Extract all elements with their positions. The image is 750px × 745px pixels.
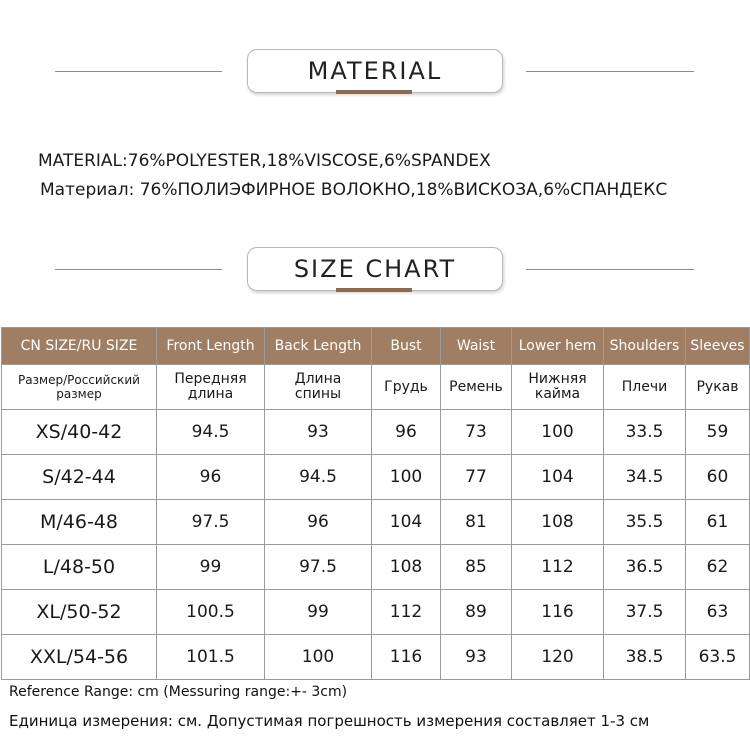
column-header-ru-line: Размер/Российский — [18, 373, 140, 387]
size-label-cell: S/42-44 — [2, 455, 157, 500]
column-header-ru — [512, 365, 604, 410]
measurement-cell: 108 — [512, 500, 604, 545]
column-header-ru — [2, 365, 157, 410]
measurement-cell: 100 — [265, 635, 372, 680]
measurement-cell: 89 — [441, 590, 512, 635]
measurement-cell: 96 — [157, 455, 265, 500]
measurement-cell: 93 — [265, 410, 372, 455]
measurement-cell: 34.5 — [604, 455, 686, 500]
measurement-cell: 100 — [372, 455, 441, 500]
measurement-cell: 100 — [512, 410, 604, 455]
column-header-ru-line: Длина — [294, 371, 342, 387]
column-header-ru — [157, 365, 265, 410]
reference-range-note: Reference Range: cm (Messuring range:+- 3cm) — [9, 684, 348, 700]
measurement-cell: 96 — [265, 500, 372, 545]
title-accent-bar — [336, 288, 412, 292]
measurement-cell: 38.5 — [604, 635, 686, 680]
measurement-cell: 60 — [686, 455, 750, 500]
size-label-cell: L/48-50 — [2, 545, 157, 590]
table-row — [2, 590, 750, 635]
size-chart-section-header — [0, 247, 750, 295]
table-row — [2, 500, 750, 545]
measurement-cell: 116 — [512, 590, 604, 635]
header-rule-right — [526, 71, 694, 72]
measurement-cell: 59 — [686, 410, 750, 455]
measurement-cell: 85 — [441, 545, 512, 590]
table-row — [2, 455, 750, 500]
size-label-cell: XL/50-52 — [2, 590, 157, 635]
column-header-ru-line: Ремень — [449, 378, 503, 395]
measurement-cell: 104 — [372, 500, 441, 545]
table-row — [2, 410, 750, 455]
measurement-cell: 108 — [372, 545, 441, 590]
measurement-cell: 96 — [372, 410, 441, 455]
header-rule-right — [526, 269, 694, 270]
title-accent-bar — [336, 90, 412, 94]
column-header-ru-line: длина — [187, 386, 234, 402]
header-rule-left — [55, 71, 222, 72]
column-header-en: Bust — [372, 328, 441, 365]
column-header-ru — [441, 365, 512, 410]
column-header-ru — [372, 365, 441, 410]
material-title: MATERIAL — [247, 49, 503, 93]
measurement-cell: 93 — [441, 635, 512, 680]
measurement-cell: 100.5 — [157, 590, 265, 635]
column-header-ru-line: Плечи — [621, 378, 668, 395]
measurement-cell: 77 — [441, 455, 512, 500]
column-header-ru — [686, 365, 750, 410]
column-header-ru-line: Нижняя — [528, 371, 587, 387]
header-rule-left — [55, 269, 222, 270]
size-label-cell: M/46-48 — [2, 500, 157, 545]
measurement-cell: 81 — [441, 500, 512, 545]
measurement-cell: 73 — [441, 410, 512, 455]
column-header-en: Waist — [441, 328, 512, 365]
size-label-cell: XXL/54-56 — [2, 635, 157, 680]
size-label-cell: XS/40-42 — [2, 410, 157, 455]
measurement-cell: 63 — [686, 590, 750, 635]
measurement-cell: 63.5 — [686, 635, 750, 680]
column-header-en: Front Length — [157, 328, 265, 365]
column-header-ru-line: кайма — [534, 386, 581, 402]
measurement-cell: 61 — [686, 500, 750, 545]
column-header-en: Shoulders — [604, 328, 686, 365]
measurement-cell: 62 — [686, 545, 750, 590]
measurement-cell: 120 — [512, 635, 604, 680]
measurement-cell: 112 — [372, 590, 441, 635]
size-chart-table — [1, 327, 750, 680]
size-chart-title: SIZE CHART — [247, 247, 503, 291]
measurement-cell: 36.5 — [604, 545, 686, 590]
measurement-cell: 99 — [157, 545, 265, 590]
measurement-cell: 101.5 — [157, 635, 265, 680]
measurement-unit-note-ru: Единица измерения: см. Допустимая погрешность измерения составляет 1-3 см — [9, 712, 650, 730]
measurement-cell: 97.5 — [157, 500, 265, 545]
material-section-header — [0, 49, 750, 97]
column-header-ru-line: размер — [56, 387, 102, 401]
column-header-en: Sleeves — [686, 328, 750, 365]
column-header-ru-line: спины — [294, 386, 342, 402]
column-header-ru-line: Передняя — [174, 371, 247, 387]
measurement-cell: 37.5 — [604, 590, 686, 635]
header-row-ru — [2, 365, 750, 410]
material-composition-ru: Материал: 76%ПОЛИЭФИРНОЕ ВОЛОКНО,18%ВИСКОЗА,6%СПАНДЕКС — [40, 180, 668, 200]
column-header-ru-line: Грудь — [384, 378, 428, 395]
table-row — [2, 545, 750, 590]
measurement-cell: 116 — [372, 635, 441, 680]
material-composition-en: MATERIAL:76%POLYESTER,18%VISCOSE,6%SPANDEX — [38, 151, 491, 171]
size-rows — [2, 410, 750, 680]
measurement-cell: 94.5 — [157, 410, 265, 455]
column-header-en: Lower hem — [512, 328, 604, 365]
measurement-cell: 94.5 — [265, 455, 372, 500]
measurement-cell: 112 — [512, 545, 604, 590]
column-header-ru — [265, 365, 372, 410]
measurement-cell: 104 — [512, 455, 604, 500]
measurement-cell: 35.5 — [604, 500, 686, 545]
table-row — [2, 635, 750, 680]
measurement-cell: 97.5 — [265, 545, 372, 590]
column-header-en: Back Length — [265, 328, 372, 365]
column-header-ru-line: Рукав — [696, 378, 739, 395]
measurement-cell: 99 — [265, 590, 372, 635]
column-header-ru — [604, 365, 686, 410]
header-row-en — [2, 328, 750, 365]
column-header-en: CN SIZE/RU SIZE — [2, 328, 157, 365]
measurement-cell: 33.5 — [604, 410, 686, 455]
